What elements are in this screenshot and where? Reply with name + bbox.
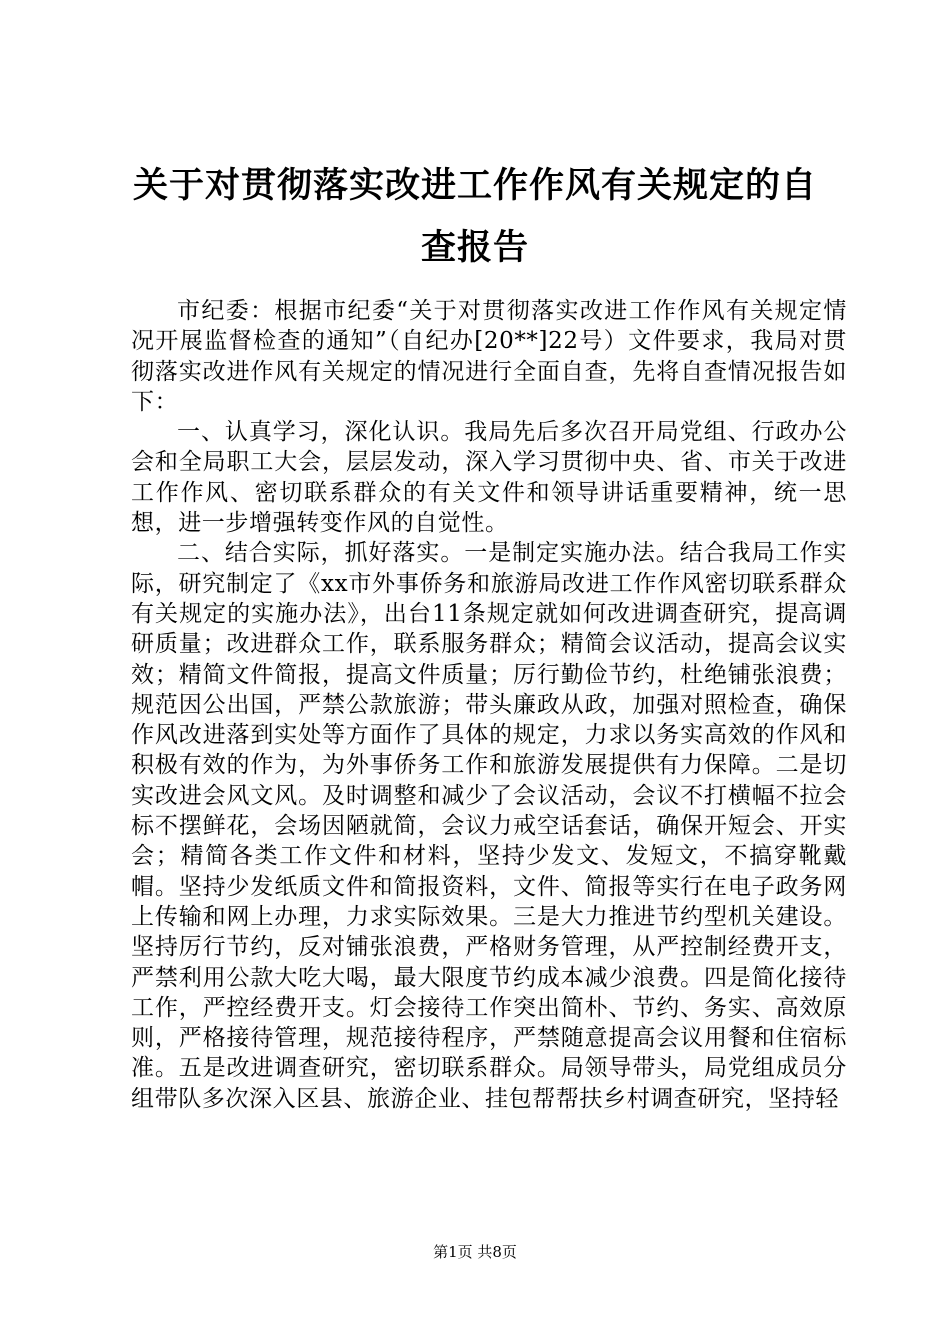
paragraph-salutation: 市纪委：根据市纪委“关于对贯彻落实改进工作作风有关规定情况开展监督检查的通知”（自纪办[20**]22号）文件要求，我局对贯彻落实改进作风有关规定的情况进行全面自查，先将自查情况报告如下： xyxy=(131,298,847,415)
paragraph-section-one: 一、认真学习，深化认识。我局先后多次召开局党组、行政办公会和全局职工大会，层层发动，深入学习贯彻中央、省、市关于改进工作作风、密切联系群众的有关文件和领导讲话重要精神，统一思想，进一步增强转变作风的自觉性。 xyxy=(131,419,847,537)
document-body xyxy=(131,296,847,1114)
paragraph-section-two: 二、结合实际，抓好落实。一是制定实施办法。结合我局工作实际，研究制定了《xx市外事侨务和旅游局改进工作作风密切联系群众有关规定的实施办法》，出台11条规定就如何改进调查研究，提高调研质量；改进群众工作，联系服务群众；精简会议活动，提高会议实效；精简文件简报，提高文件质量；厉行勤俭节约，杜绝铺张浪费；规范因公出国，严禁公款旅游；带头廉政从政，加强对照检查，确保作风改进落到实处等方面作了具体的规定，力求以务实高效的作风和积极有效的作为，为外事侨务工作和旅游发展提供有力保障。二是切实改进会风文风。及时调整和减少了会议活动，会议不打横幅不拉会标不摆鲜花，会场因陋就简，会议力戒空话套话，确保开短会、开实会；精简各类工作文件和材料，坚持少发文、发短文，不搞穿靴戴帽。坚持少发纸质文件和简报资料，文件、简报等实行在电子政务网上传输和网上办理，力求实际效果。三是大力推进节约型机关建设。坚持厉行节约，反对铺张浪费，严格财务管理，从严控制经费开支，严禁利用公款大吃大喝，最大限度节约成本减少浪费。四是简化接待工作，严控经费开支。灯会接待工作突出简朴、节约、务实、高效原则，严格接待管理，规范接待程序，严禁随意提高会议用餐和住宿标准。五是改进调查研究，密切联系群众。局领导带头，局党组成员分组带队多次深入区县、旅游企业、挂包帮帮扶乡村调查研究，坚持轻 xyxy=(131,540,847,1112)
page-number-footer: 第1页 共8页 xyxy=(433,1243,517,1261)
document-title: 关于对贯彻落实改进工作作风有关规定的自查报告 xyxy=(132,166,817,268)
